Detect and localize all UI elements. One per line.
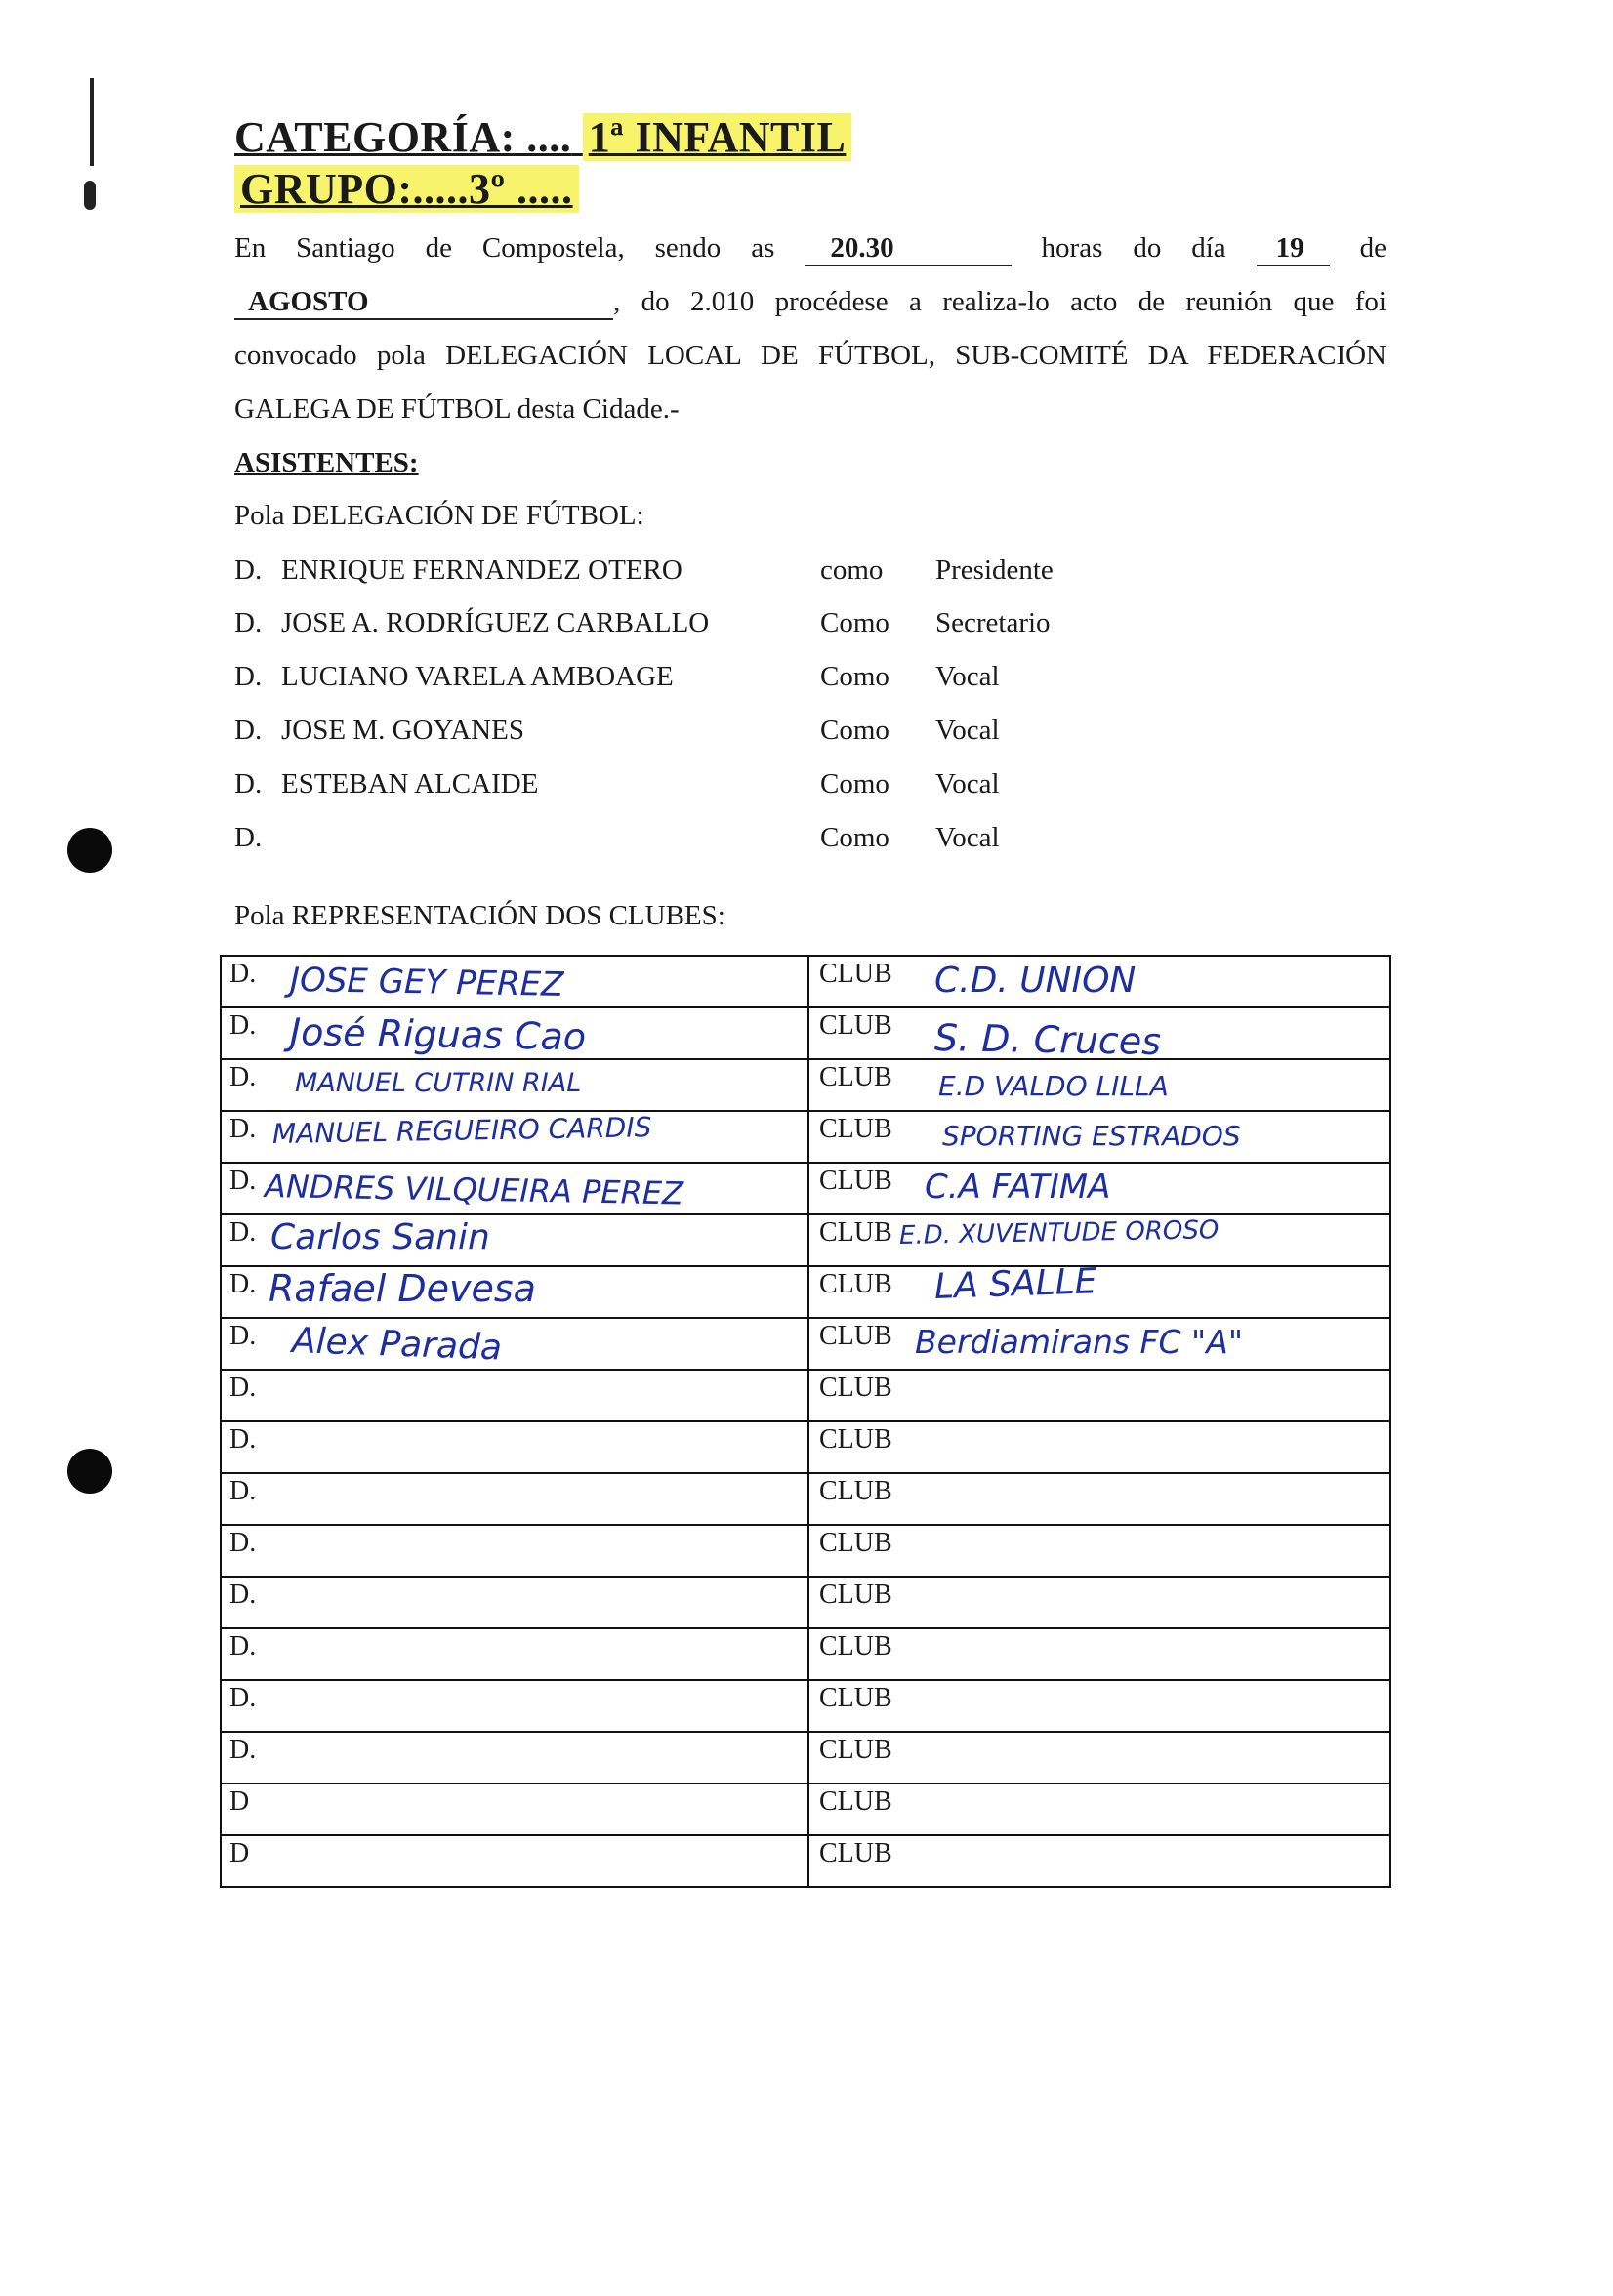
delegacion-label: Pola DELEGACIÓN DE FÚTBOL: [234,500,644,531]
representative-cell [221,1835,808,1887]
club-label: CLUB [819,1735,892,1765]
honorific-label: D. [229,1476,257,1506]
asistentes-title: ASISTENTES: [234,447,419,478]
club-row [221,1732,1390,1784]
honorific-label: D. [229,1217,257,1248]
club-label: CLUB [819,1786,892,1817]
club-cell [808,1163,1390,1214]
honorific-label: D. [229,1683,257,1713]
club-row [221,1680,1390,1732]
representative-cell [221,1318,808,1370]
member-row: D. ESTEBAN ALCAIDE Como Vocal [234,768,1000,800]
honorific-label: D. [229,1114,257,1144]
representative-cell [221,1784,808,1835]
category-heading: CATEGORÍA: .... 1ª INFANTIL [234,112,851,162]
representative-cell [221,956,808,1007]
club-label: CLUB [819,1373,892,1403]
honorific-label: D. [229,1269,257,1299]
representative-cell [221,1732,808,1784]
handwritten-club-name: LA SALLE [933,1261,1098,1307]
club-cell [808,1577,1390,1628]
club-row [221,1111,1390,1163]
club-cell [808,1261,1390,1318]
member-row: D. ENRIQUE FERNANDEZ OTERO como Presidente [234,554,1054,586]
member-row: D. JOSE A. RODRÍGUEZ CARBALLO Como Secretario [234,607,1051,638]
member-row: D. JOSE M. GOYANES Como Vocal [234,715,1000,746]
club-label: CLUB [819,1269,892,1299]
club-label: CLUB [819,1166,892,1196]
club-row [221,1577,1390,1628]
representative-cell [221,1111,808,1163]
honorific-label: D. [229,959,257,989]
handwritten-representative: José Riguas Cao [289,1010,587,1059]
intro-line-4: GALEGA DE FÚTBOL desta Cidade.- [234,393,680,425]
honorific-label: D [229,1838,250,1868]
honorific-label: D. [229,1062,257,1092]
time-field: 20.30 [805,232,1011,266]
honorific-label: D. [229,1579,257,1610]
club-cell [808,1680,1390,1732]
honorific-label: D. [229,1321,257,1351]
club-row [221,1473,1390,1525]
handwritten-club-name: C.A FATIMA [925,1168,1111,1207]
handwritten-club-name: SPORTING ESTRADOS [942,1120,1241,1152]
handwritten-club-name: E.D. XUVENTUDE OROSO [898,1215,1220,1250]
representative-cell [221,1266,808,1318]
handwritten-club-name: S. D. Cruces [933,1016,1162,1064]
honorific-label: D. [229,1735,257,1765]
club-row [221,1525,1390,1577]
handwritten-club-name: Berdiamirans FC "A" [915,1323,1243,1361]
club-label: CLUB [819,1321,892,1351]
representative-cell [221,1163,808,1214]
representative-cell [221,1370,808,1421]
handwritten-representative: JOSE GEY PEREZ [289,961,564,1004]
club-label: CLUB [819,1579,892,1610]
club-label: CLUB [819,1062,892,1092]
club-row [221,1421,1390,1473]
representative-cell [221,1421,808,1473]
handwritten-representative: ANDRES VILQUEIRA PEREZ [264,1168,684,1212]
honorific-label: D. [229,1166,257,1196]
group-heading: GRUPO:.....3º ..... [234,164,579,214]
club-cell [808,956,1390,1007]
representative-cell [221,1059,808,1111]
club-label: CLUB [819,1010,892,1041]
honorific-label: D. [229,1631,257,1661]
club-label: CLUB [819,959,892,989]
month-field: AGOSTO [234,286,613,320]
honorific-label: D. [229,1010,257,1041]
category-value: 1ª INFANTIL [583,113,852,161]
club-row [221,1007,1390,1059]
scan-mark [90,78,94,166]
scan-mark [84,181,96,210]
handwritten-representative: MANUEL REGUEIRO CARDIS [271,1111,652,1150]
club-row [221,1266,1390,1318]
club-cell [808,1214,1390,1266]
club-row [221,1059,1390,1111]
handwritten-representative: Rafael Devesa [269,1267,536,1310]
club-row [221,1214,1390,1266]
representative-cell [221,1007,808,1059]
club-row [221,956,1390,1007]
club-row [221,1784,1390,1835]
club-cell [808,1007,1390,1064]
club-cell [808,1784,1390,1835]
handwritten-club-name: C.D. UNION [934,961,1137,1001]
representative-cell [221,1473,808,1525]
club-label: CLUB [819,1528,892,1558]
club-cell [808,1059,1390,1111]
club-cell [808,1835,1390,1887]
intro-line-1: En Santiago de Compostela, sendo as 20.30 horas do día 19 de [234,232,1386,266]
representative-cell [221,1680,808,1732]
intro-line-2: AGOSTO , do 2.010 procédese a realiza-lo acto de reunión que foi [234,286,1386,320]
club-label: CLUB [819,1476,892,1506]
club-cell [808,1421,1390,1473]
member-row: D. LUCIANO VARELA AMBOAGE Como Vocal [234,661,1000,692]
honorific-label: D [229,1786,250,1817]
representative-cell [221,1577,808,1628]
clubes-label: Pola REPRESENTACIÓN DOS CLUBES: [234,900,725,931]
club-label: CLUB [819,1683,892,1713]
club-cell [808,1732,1390,1784]
club-row [221,1163,1390,1214]
club-cell [808,1473,1390,1525]
honorific-label: D. [229,1528,257,1558]
representative-cell [221,1628,808,1680]
punch-hole [67,1449,112,1494]
day-field: 19 [1257,232,1330,266]
handwritten-representative: Carlos Sanin [270,1217,490,1257]
club-label: CLUB [819,1631,892,1661]
club-row [221,1628,1390,1680]
club-row [221,1318,1390,1370]
representative-cell [221,1214,808,1266]
clubs-table [220,955,1391,1888]
club-cell [808,1525,1390,1577]
honorific-label: D. [229,1424,257,1455]
club-label: CLUB [819,1424,892,1455]
punch-hole [67,828,112,873]
club-label: CLUB [819,1217,892,1248]
intro-line-3: convocado pola DELEGACIÓN LOCAL DE FÚTBOL, SUB-COMITÉ DA FEDERACIÓN [234,340,1386,371]
club-row [221,1835,1390,1887]
member-row: D. Como Vocal [234,822,1000,853]
club-cell [808,1628,1390,1680]
handwritten-representative: Alex Parada [291,1321,503,1369]
club-cell [808,1370,1390,1421]
club-label: CLUB [819,1114,892,1144]
representative-cell [221,1525,808,1577]
club-cell [808,1111,1390,1163]
handwritten-representative: MANUEL CUTRIN RIAL [295,1068,582,1098]
honorific-label: D. [229,1373,257,1403]
handwritten-club-name: E.D VALDO LILLA [938,1070,1169,1102]
club-row [221,1370,1390,1421]
club-label: CLUB [819,1838,892,1868]
club-cell [808,1318,1390,1370]
